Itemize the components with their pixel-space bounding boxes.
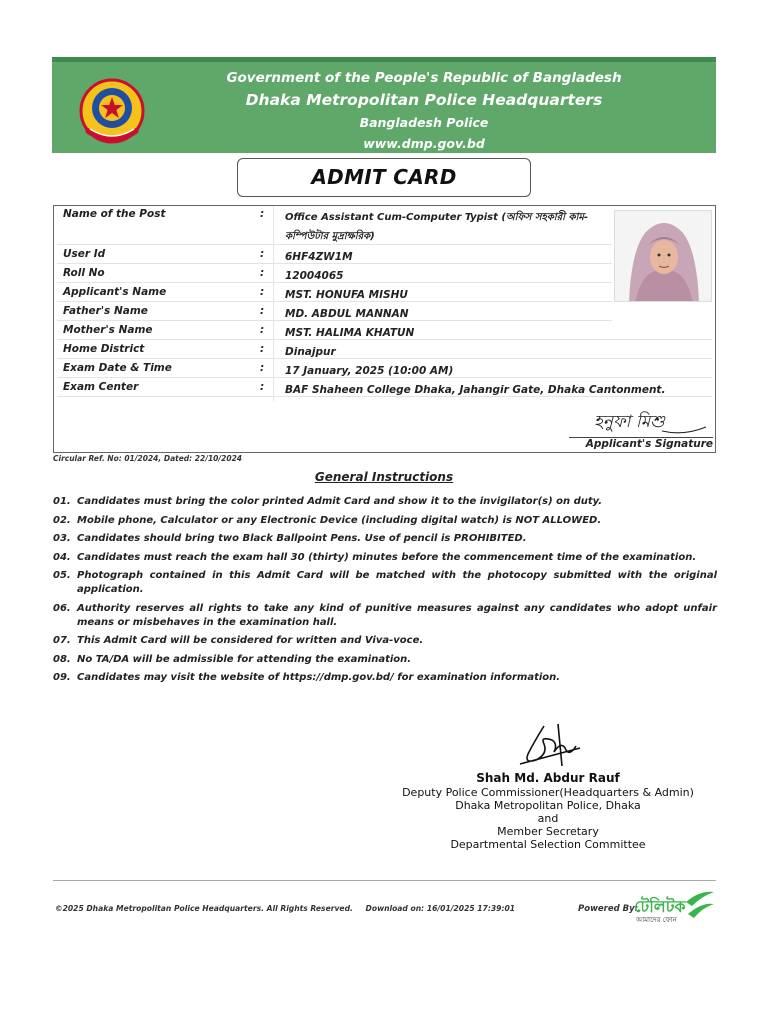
instruction-text: Candidates may visit the website of https://dmp.gov.bd/ for examination information.: [77, 672, 561, 683]
info-label: Home District: [63, 343, 145, 355]
info-colon: :: [260, 267, 265, 279]
info-value: 17 January, 2025 (10:00 AM): [285, 365, 454, 377]
info-row-exam-date: [57, 360, 712, 378]
svg-text:হনুফা মিশু: হনুফা মিশু: [594, 412, 665, 432]
info-label: Father's Name: [63, 305, 148, 317]
info-value: 12004065: [285, 270, 344, 282]
info-value: BAF Shaheen College Dhaka, Jahangir Gate, Dhaka Cantonment.: [285, 384, 666, 396]
instruction-item: [53, 634, 717, 648]
info-row-father-name: [57, 303, 612, 321]
info-label: Applicant's Name: [63, 286, 167, 298]
info-value: MST. HALIMA KHATUN: [285, 327, 415, 339]
info-colon: :: [260, 208, 265, 220]
info-value: Office Assistant Cum-Computer Typist (অফিস সহকারী কাম-কম্পিউটার মুদ্রাক্ষরিক): [285, 212, 589, 242]
info-row-mother-name: [57, 322, 712, 340]
info-row-applicant-name: [57, 284, 612, 302]
instruction-text: Authority reserves all rights to take any kind of punitive measures against any candidates who adopt unfair means or misbehaves in the examination hall.: [77, 602, 717, 628]
applicant-info-box: [53, 205, 716, 453]
applicant-portrait-icon: [615, 211, 712, 302]
info-row-home-district: [57, 341, 712, 359]
info-label: Mother's Name: [63, 324, 153, 336]
info-row-roll-no: [57, 265, 612, 283]
instruction-number: 02.: [53, 514, 71, 526]
admit-card-title: ADMIT CARD: [237, 158, 531, 197]
circular-reference: Circular Ref. No: 01/2024, Dated: 22/10/2024: [53, 454, 243, 463]
instruction-number: 06.: [53, 602, 71, 614]
instruction-number: 03.: [53, 533, 71, 544]
instruction-item: [53, 671, 717, 685]
police-emblem-icon: [76, 75, 148, 147]
instruction-text: Mobile phone, Calculator or any Electronic Device (including digital watch) is NOT ALLOWED.: [77, 514, 602, 526]
teletalk-logo: [634, 888, 716, 928]
info-label: Exam Date & Time: [63, 362, 172, 374]
authority-office: Dhaka Metropolitan Police, Dhaka: [455, 799, 641, 812]
info-value: MST. HONUFA MISHU: [285, 289, 408, 301]
instructions-list: [53, 495, 717, 690]
info-value: MD. ABDUL MANNAN: [285, 308, 409, 320]
header-government-line: Government of the People's Republic of Bangladesh: [226, 70, 622, 86]
applicant-signature-image: [588, 407, 710, 437]
instruction-text: This Admit Card will be considered for written and Viva-voce.: [77, 635, 424, 646]
info-row-exam-center: [57, 379, 712, 397]
header-website-link[interactable]: www.dmp.gov.bd: [363, 136, 485, 151]
info-colon: :: [260, 305, 265, 317]
teletalk-tagline: আমাদের ফোন: [636, 916, 677, 924]
authority-committee: Departmental Selection Committee: [450, 838, 646, 851]
powered-by-label: Powered By:: [578, 904, 639, 914]
info-label: Name of the Post: [63, 208, 166, 220]
info-colon: :: [260, 362, 265, 374]
header-banner: [52, 57, 716, 153]
instruction-number: 08.: [53, 653, 71, 665]
header-bangladesh-police: Bangladesh Police: [359, 115, 489, 130]
download-timestamp: Download on: 16/01/2025 17:39:01: [365, 904, 516, 913]
instruction-number: 09.: [53, 672, 71, 683]
info-value: Dinajpur: [285, 346, 336, 358]
authority-name: Shah Md. Abdur Rauf: [476, 771, 620, 785]
authority-block: [388, 770, 708, 851]
info-label: Exam Center: [63, 381, 139, 393]
teletalk-brand-text: টেলিটক: [634, 897, 686, 916]
info-colon: :: [260, 381, 265, 393]
info-colon: :: [260, 324, 265, 336]
footer-divider: [53, 880, 716, 881]
instruction-item: [53, 551, 717, 565]
authority-designation: Deputy Police Commissioner(Headquarters & Admin): [402, 786, 694, 799]
copyright-text: ©2025 Dhaka Metropolitan Police Headquarters. All Rights Reserved.: [55, 904, 353, 913]
instruction-item: [53, 495, 717, 509]
info-colon: :: [260, 343, 265, 355]
instruction-number: 07.: [53, 635, 71, 646]
instruction-number: 01.: [53, 496, 71, 507]
info-colon: :: [260, 248, 265, 260]
authority-signature-image: [514, 720, 584, 770]
header-dmp-title: Dhaka Metropolitan Police Headquarters: [245, 91, 603, 109]
info-row-post: [57, 206, 612, 245]
general-instructions-title: General Instructions: [314, 470, 454, 484]
instruction-text: Candidates must bring the color printed Admit Card and show it to the invigilator(s) on duty.: [77, 496, 603, 507]
info-label: User Id: [63, 248, 106, 260]
teletalk-swoosh-icon: [684, 888, 716, 922]
footer-text: [55, 904, 515, 913]
instruction-item: [53, 602, 717, 630]
instruction-item: [53, 514, 717, 528]
applicant-signature-label: Applicant's Signature: [585, 438, 713, 450]
instruction-text: Photograph contained in this Admit Card will be matched with the photocopy submitted with the original application.: [77, 570, 717, 595]
info-colon: :: [260, 286, 265, 298]
instruction-number: 05.: [53, 570, 71, 581]
authority-and: and: [537, 812, 559, 825]
instruction-text: No TA/DA will be admissible for attending the examination.: [77, 653, 412, 665]
info-value: 6HF4ZW1M: [285, 251, 353, 263]
instruction-number: 04.: [53, 551, 71, 563]
info-label: Roll No: [63, 267, 105, 279]
authority-role: Member Secretary: [497, 825, 599, 838]
instruction-item: [53, 569, 717, 597]
instruction-item: [53, 532, 717, 546]
instruction-text: Candidates should bring two Black Ballpoint Pens. Use of pencil is PROHIBITED.: [77, 533, 527, 544]
instruction-item: [53, 653, 717, 667]
instruction-text: Candidates must reach the exam hall 30 (thirty) minutes before the commencement time of the examination.: [77, 551, 697, 563]
applicant-photo: [614, 210, 712, 302]
info-row-user-id: [57, 246, 612, 264]
